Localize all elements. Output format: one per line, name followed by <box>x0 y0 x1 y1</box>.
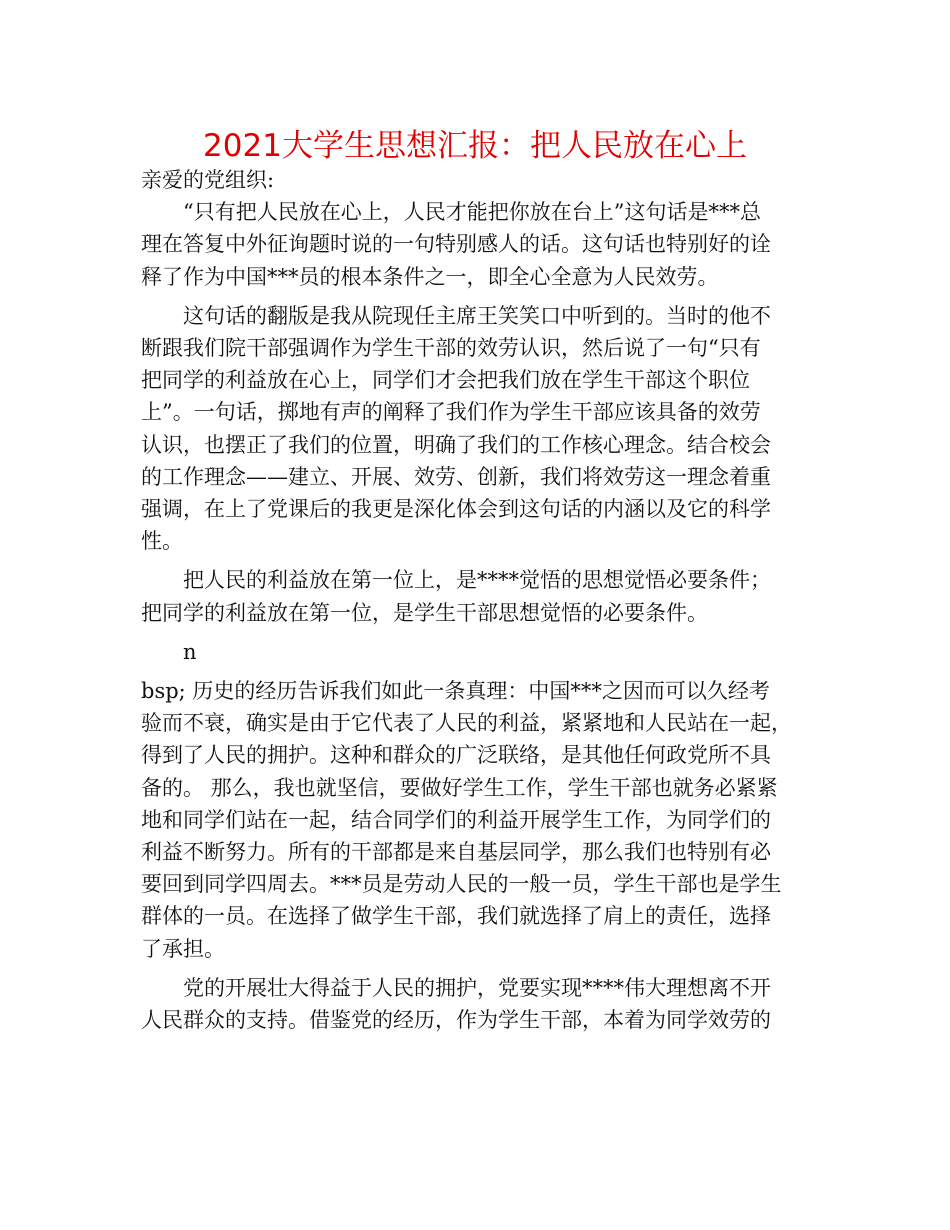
paragraph-line: 强调，在上了党课后的我更是深化体会到这句话的内涵以及它的科学 <box>141 497 771 522</box>
paragraph <box>141 972 813 1036</box>
paragraph-line: 了承担。 <box>141 936 225 961</box>
paragraph-list <box>141 196 813 1036</box>
paragraph-line: 得到了人民的拥护。这种和群众的广泛联络，是其他任何政党所不具 <box>141 743 771 768</box>
document-body <box>141 164 813 1043</box>
paragraph-line: 备的。 那么，我也就坚信，要做好学生工作，学生干部也就务必紧紧 <box>141 775 778 800</box>
paragraph-line: 断跟我们院干部强调作为学生干部的效劳认识，然后说了一句“只有 <box>141 336 761 361</box>
paragraph <box>141 636 813 668</box>
paragraph-line: bsp; 历史的经历告诉我们如此一条真理：中国***之因而可以久经考 <box>141 679 770 704</box>
paragraph-line: 上”。一句话，掷地有声的阐释了我们作为学生干部应该具备的效劳 <box>141 400 761 425</box>
paragraph-line: 这句话的翻版是我从院现任主席王笑笑口中听到的。当时的他不 <box>183 303 771 328</box>
paragraph <box>141 300 813 558</box>
paragraph <box>141 675 813 965</box>
paragraph-line: n <box>183 639 197 664</box>
paragraph-line: 把同学的利益放在第一位，是学生干部思想觉悟的必要条件。 <box>141 600 708 625</box>
paragraph-line: 要回到同学四周去。***员是劳动人民的一般一员，学生干部也是学生 <box>141 872 782 897</box>
paragraph-line: 地和同学们站在一起，结合同学们的利益开展学生工作，为同学们的 <box>141 807 771 832</box>
paragraph-line: 释了作为中国***员的根本条件之一，即全心全意为人民效劳。 <box>141 264 719 289</box>
paragraph-line: 把人民的利益放在第一位上，是****觉悟的思想觉悟必要条件； <box>183 568 771 593</box>
paragraph-line: 性。 <box>141 529 183 554</box>
paragraph-line: 党的开展壮大得益于人民的拥护，党要实现****伟大理想离不开 <box>183 975 771 1000</box>
salutation: 亲爱的党组织: <box>141 168 275 192</box>
paragraph <box>141 196 813 293</box>
paragraph-line: 人民群众的支持。借鉴党的经历，作为学生干部，本着为同学效劳的 <box>141 1008 771 1033</box>
paragraph-line: 理在答复中外征询题时说的一句特别感人的话。这句话也特别好的诠 <box>141 232 771 257</box>
paragraph-line: 验而不衰，确实是由于它代表了人民的利益，紧紧地和人民站在一起， <box>141 711 792 736</box>
paragraph-line: 的工作理念——建立、开展、效劳、创新，我们将效劳这一理念着重 <box>141 464 771 489</box>
paragraph-line: 利益不断努力。所有的干部都是来自基层同学，那么我们也特别有必 <box>141 840 771 865</box>
paragraph-line: 把同学的利益放在心上，同学们才会把我们放在学生干部这个职位 <box>141 368 750 393</box>
paragraph-line: 认识，也摆正了我们的位置，明确了我们的工作核心理念。结合校会 <box>141 432 771 457</box>
document-title: 2021大学生思想汇报：把人民放在心上 <box>203 128 747 164</box>
paragraph <box>141 564 813 628</box>
paragraph-line: “只有把人民放在心上，人民才能把你放在台上”这句话是***总 <box>183 200 761 225</box>
paragraph-line: 群体的一员。在选择了做学生干部，我们就选择了肩上的责任，选择 <box>141 904 771 929</box>
